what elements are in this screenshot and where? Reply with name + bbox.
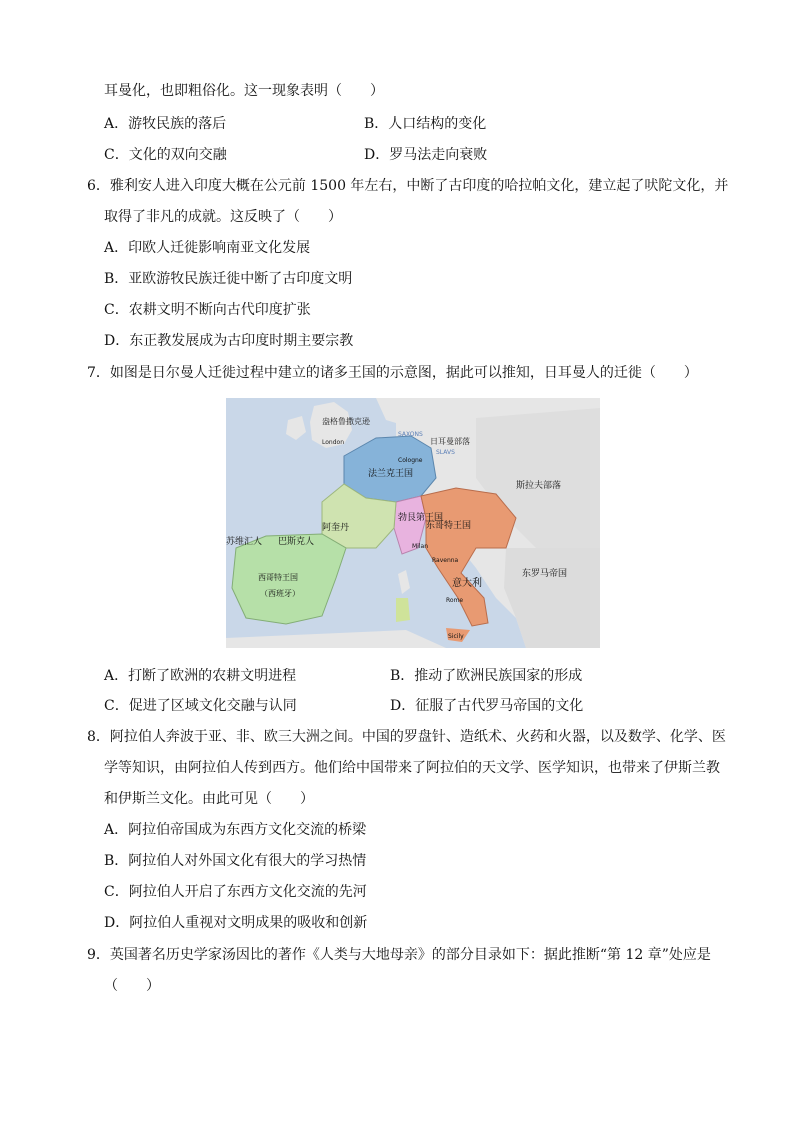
q5-option-d[interactable] [364,145,487,165]
option-text: 打断了欧洲的农耕文明进程 [128,668,297,684]
option-label: D． [390,698,416,714]
option-label: A． [104,668,129,684]
label-saxons: SAXONS [398,431,423,438]
option-label: B． [390,668,415,684]
q6-option-a[interactable] [104,238,310,258]
q5-option-a[interactable] [104,114,226,134]
q8-stem-line1: 8．阿拉伯人奔波于亚、非、欧三大洲之间。中国的罗盘针、造纸术、火药和火器，以及数学、化学、医 [87,729,726,745]
label-anglo-saxon: 盎格鲁撒克逊 [322,417,370,426]
option-text: 阿拉伯帝国成为东西方文化交流的桥梁 [128,822,367,838]
q8-option-a[interactable] [104,820,366,840]
label-visigoth: 西哥特王国 [258,573,298,582]
option-label: C． [104,302,129,318]
option-text: 亚欧游牧民族迁徙中断了古印度文明 [128,271,353,287]
q8-option-b[interactable] [104,851,366,871]
q8-stem-line2: 学等知识，由阿拉伯人传到西方。他们给中国带来了阿拉伯的天文学、医学知识，也带来了伊斯兰教 [104,760,720,776]
q5-option-b[interactable] [364,114,486,134]
label-frankish: 法兰克王国 [368,469,414,479]
option-label: C． [104,884,129,900]
q9-stem-line2: （ ） [104,978,160,994]
q7-option-b[interactable] [390,666,582,686]
q6-stem-line1: 6．雅利安人进入印度大概在公元前 1500 年左右，中断了古印度的哈拉帕文化，建立起了吠陀文化，并 [87,178,729,194]
label-ravenna: Ravenna [432,557,459,564]
label-sicily: Sicily [448,633,464,640]
q8-option-c[interactable] [104,882,367,902]
option-text: 印欧人迁徙影响南亚文化发展 [128,240,311,256]
label-italy: 意大利 [452,578,482,589]
label-basques: 巴斯克人 [278,537,315,547]
option-text: 人口结构的变化 [388,116,487,132]
option-text: 推动了欧洲民族国家的形成 [414,668,583,684]
option-label: A． [104,822,129,838]
label-aquitaine: 阿奎丹 [322,523,350,533]
q7-stem: 7．如图是日尔曼人迁徙过程中建立的诸多王国的示意图，据此可以推知，日耳曼人的迁徙（ ） [87,365,698,381]
option-text: 东正教发展成为古印度时期主要宗教 [129,333,354,349]
option-text: 阿拉伯人对外国文化有很大的学习热情 [128,853,367,869]
label-slavs: SLAVS [436,449,455,456]
option-label: A． [104,240,129,256]
q5-option-c[interactable] [104,145,227,165]
label-spain: （西班牙） [260,589,300,598]
option-text: 征服了古代罗马帝国的文化 [415,698,584,714]
q6-stem-line2: 取得了非凡的成就。这反映了（ ） [104,209,342,225]
option-text: 促进了区域文化交融与认同 [128,698,297,714]
label-london: London [322,439,344,446]
label-suevi: 苏维汇人 [226,537,263,547]
option-label: B． [104,853,129,869]
option-text: 阿拉伯人开启了东西方文化交流的先河 [128,884,367,900]
label-eastern-rome: 东罗马帝国 [522,569,568,579]
q7-option-a[interactable] [104,666,296,686]
label-germanic: 日耳曼部落 [430,437,470,446]
q6-option-c[interactable] [104,300,311,320]
option-text: 农耕文明不断向古代印度扩张 [128,302,311,318]
option-label: D． [104,333,130,349]
sardinia [396,598,410,622]
q5-stem: 耳曼化，也即粗俗化。这一现象表明（ ） [104,83,384,99]
q6-option-b[interactable] [104,269,352,289]
label-slavic: 斯拉夫部落 [516,481,562,491]
label-cologne: Cologne [398,457,423,464]
option-label: C． [104,698,129,714]
option-label: A． [104,116,129,132]
label-rome: Rome [446,597,464,604]
germanic-kingdoms-map [226,398,600,648]
q8-stem-line3: 和伊斯兰文化。由此可见（ ） [104,791,314,807]
option-label: D． [364,147,390,163]
option-label: B． [364,116,389,132]
option-label: C． [104,147,129,163]
option-label: D． [104,915,130,931]
label-burgundian: 勃艮第王国 [398,513,444,523]
q7-option-c[interactable] [104,696,297,716]
option-text: 阿拉伯人重视对文明成果的吸收和创新 [129,915,368,931]
option-text: 文化的双向交融 [128,147,227,163]
q9-stem-line1: 9．英国著名历史学家汤因比的著作《人类与大地母亲》的部分目录如下：据此推断“第 12 章”处应是 [87,947,711,963]
q7-option-d[interactable] [390,696,583,716]
option-text: 罗马法走向衰败 [389,147,488,163]
option-label: B． [104,271,129,287]
q8-option-d[interactable] [104,913,367,933]
q6-option-d[interactable] [104,331,353,351]
label-milan: Milan [412,543,428,550]
option-text: 游牧民族的落后 [128,116,227,132]
label-ostrogoth: 东哥特王国 [426,521,472,531]
